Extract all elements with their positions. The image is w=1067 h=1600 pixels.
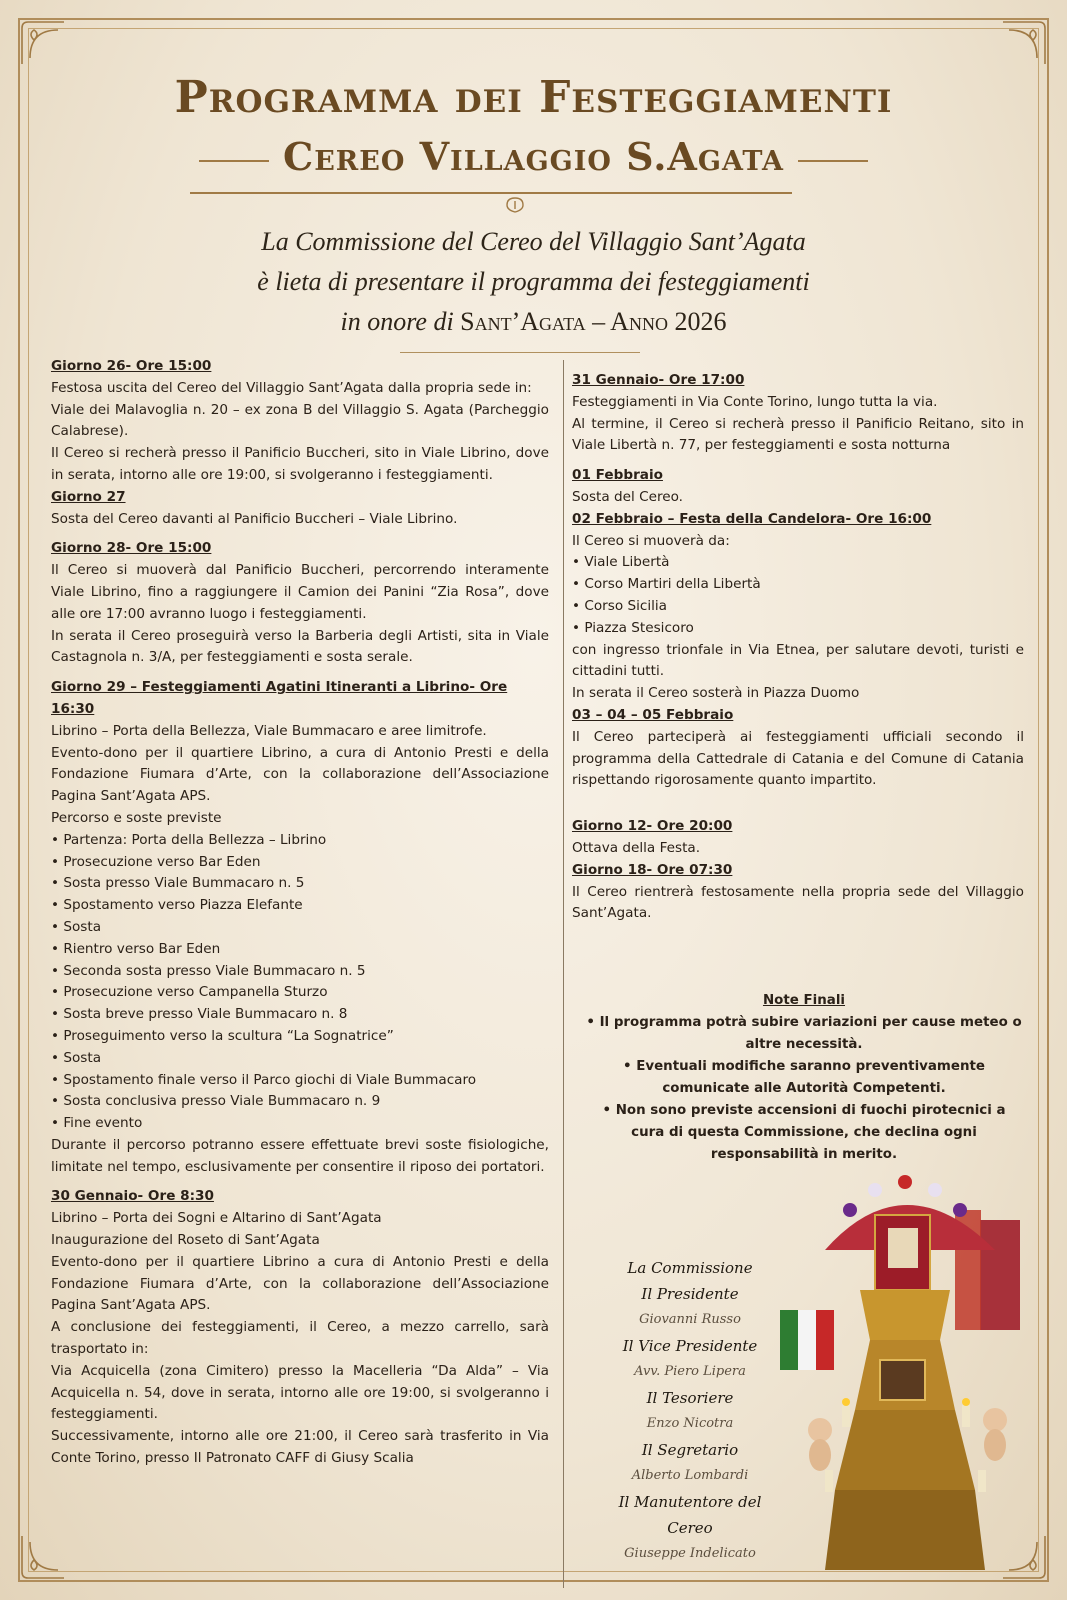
day-heading: Giorno 29 – Festeggiamenti Agatini Itineranti a Librino- Ore 16:30 <box>51 679 508 717</box>
list-item: • Sosta presso Viale Bummacaro n. 5 <box>51 873 549 895</box>
day-text: con ingresso trionfale in Via Etnea, per salutare devoti, turisti e cittadini tutti. <box>572 641 1024 680</box>
list-item: • Sosta breve presso Viale Bummacaro n. 8 <box>51 1004 549 1026</box>
signature-role: Il Presidente <box>641 1285 739 1303</box>
day-text: Festosa uscita del Cereo del Villaggio Sant’Agata dalla propria sede in: <box>51 379 532 396</box>
day-text: Sosta del Cereo davanti al Panificio Buccheri – Viale Librino. <box>51 510 458 527</box>
list-item: • Partenza: Porta della Bellezza – Librino <box>51 830 549 852</box>
day-text: Il Cereo si muoverà da: <box>572 532 730 549</box>
signatures <box>600 1255 780 1567</box>
list-item: • Sosta <box>51 1048 549 1070</box>
signature-role: Il Segretario <box>641 1441 739 1459</box>
column-divider <box>563 360 564 1588</box>
day-heading: 02 Febbraio – Festa della Candelora- Ore 16:00 <box>572 510 932 527</box>
page-title: Programma dei Festeggiamenti <box>174 72 893 123</box>
corner-ornament-icon <box>20 1534 66 1580</box>
day-text: Successivamente, intorno alle ore 21:00, il Cereo sarà trasferito in Via Conte Torino, presso Il Patronato CAFF di Giusy Scalia <box>51 1428 549 1467</box>
list-item: • Rientro verso Bar Eden <box>51 939 549 961</box>
day-heading: 31 Gennaio- Ore 17:00 <box>572 372 745 388</box>
signature-role: Il Vice Presidente <box>622 1337 758 1355</box>
list-item: • Spostamento verso Piazza Elefante <box>51 895 549 917</box>
day-heading: Giorno 26- Ore 15:00 <box>51 358 212 374</box>
list-item: • Sosta conclusiva presso Viale Bummacaro n. 9 <box>51 1091 549 1113</box>
day-text: Librino – Porta della Bellezza, Viale Bummacaro e aree limitrofe. <box>51 722 487 739</box>
intro-line-3 <box>120 302 947 342</box>
day-heading: 30 Gennaio- Ore 8:30 <box>51 1188 214 1205</box>
signature-role: Il Manutentore del Cereo <box>618 1493 762 1537</box>
day-text: Sosta del Cereo. <box>572 488 684 505</box>
day-text: Festeggiamenti in Via Conte Torino, lungo tutta la via. <box>572 393 938 410</box>
subtitle-text: Cereo Villaggio S.Agata <box>282 134 784 179</box>
list-item: • Corso Martiri della Libertà <box>572 574 1024 596</box>
note-item: • Il programma potrà subire variazioni per cause meteo o altre necessità. <box>586 1015 1022 1052</box>
day-text: In serata il Cereo proseguirà verso la Barberia degli Artisti, sita in Viale Castagnola n. 3/A, per festeggiamenti e sosta serale. <box>51 627 549 666</box>
flourish-right-icon <box>798 160 868 162</box>
day-text: A conclusione dei festeggiamenti, il Cereo, a mezzo carrello, sarà trasportato in: <box>51 1319 549 1358</box>
list-item: • Piazza Stesicoro <box>572 618 1024 640</box>
day-text: Librino – Porta dei Sogni e Altarino di Sant’Agata <box>51 1210 382 1227</box>
day-heading: Giorno 12- Ore 20:00 <box>572 818 733 835</box>
note-item: • Non sono previste accensioni di fuochi pirotecnici a cura di questa Commissione, che declina ogni responsabilità in merito. <box>602 1103 1006 1162</box>
day-heading: 03 – 04 – 05 Febbraio <box>572 706 734 723</box>
day-text: Evento-dono per il quartiere Librino a cura di Antonio Presti e della Fondazione Fiumara d’Arte, con la collaborazione dell’Associazione Pagina Sant’Agata APS. <box>51 1253 549 1314</box>
intro-prefix: in onore di <box>340 307 454 336</box>
route-list <box>572 552 1024 639</box>
intro-line-1: La Commissione del Cereo del Villaggio Sant’Agata <box>261 227 806 256</box>
day-text: In serata il Cereo sosterà in Piazza Duomo <box>572 685 860 702</box>
corner-ornament-icon <box>1001 20 1047 66</box>
day-text: Il Cereo parteciperà ai festeggiamenti ufficiali secondo il programma della Cattedrale di Catania e del Comune di Catania rispettando rigorosamente quanto impartito. <box>572 728 1024 789</box>
day-text: Il Cereo rientrerà festosamente nella propria sede del Villaggio Sant’Agata. <box>572 883 1024 922</box>
day-text: Percorso e soste previste <box>51 809 222 826</box>
signature-name: Alberto Lombardi <box>631 1468 749 1483</box>
scroll-ornament-icon <box>500 196 530 214</box>
day-heading: 01 Febbraio <box>572 467 663 484</box>
day-text: Il Cereo si recherà presso il Panificio Buccheri, sito in Viale Librino, dove in serata, intorno alle ore 19:00, si svolgeranno i festeggiamenti. <box>51 445 549 483</box>
signature-role: Il Tesoriere <box>646 1389 734 1407</box>
list-item: • Viale Libertà <box>572 552 1024 574</box>
corner-ornament-icon <box>20 20 66 66</box>
list-item: • Corso Sicilia <box>572 596 1024 618</box>
day-text: Il Cereo si muoverà dal Panificio Buccheri, percorrendo interamente Viale Librino, fino a raggiungere il Camion dei Panini “Zia Rosa”, dove alle ore 17:00 avranno luogo i festeggiamenti. <box>51 562 549 622</box>
intro <box>120 222 947 342</box>
cereo-image <box>780 1170 1030 1580</box>
flourish-left-icon <box>199 160 269 162</box>
program-left-column <box>51 356 549 1470</box>
final-notes <box>584 990 1024 1166</box>
day-heading: Giorno 18- Ore 07:30 <box>572 861 733 878</box>
day-text: Al termine, il Cereo si recherà presso il Panificio Reitano, sito in Viale Libertà n. 77, per festeggiamenti e sosta notturna <box>572 415 1024 454</box>
note-item: • Eventuali modifiche saranno preventivamente comunicate alle Autorità Competenti. <box>623 1059 985 1096</box>
list-item: • Proseguimento verso la scultura “La Sognatrice” <box>51 1026 549 1048</box>
intro-highlight: Sant’Agata – Anno 2026 <box>460 307 727 336</box>
signatures-heading: La Commissione <box>627 1259 753 1277</box>
signature-name: Giuseppe Indelicato <box>624 1546 756 1561</box>
day-text: Ottava della Festa. <box>572 839 701 856</box>
list-item: • Seconda sosta presso Viale Bummacaro n. 5 <box>51 961 549 983</box>
route-list <box>51 830 549 1135</box>
list-item: • Prosecuzione verso Bar Eden <box>51 852 549 874</box>
title-rule <box>190 192 792 194</box>
list-item: • Prosecuzione verso Campanella Sturzo <box>51 982 549 1004</box>
page-subtitle <box>0 134 1067 179</box>
signature-name: Enzo Nicotra <box>646 1416 734 1431</box>
notes-title: Note Finali <box>762 993 846 1008</box>
intro-rule <box>400 352 640 353</box>
signature-name: Avv. Piero Lipera <box>634 1364 746 1379</box>
day-heading: Giorno 27 <box>51 488 126 505</box>
day-text: Inaugurazione del Roseto di Sant’Agata <box>51 1232 320 1249</box>
list-item: • Spostamento finale verso il Parco giochi di Viale Bummacaro <box>51 1070 549 1092</box>
list-item: • Fine evento <box>51 1113 549 1135</box>
day-text: Durante il percorso potranno essere effettuate brevi soste fisiologiche, limitate nel tempo, esclusivamente per consentire il riposo dei portatori. <box>51 1136 549 1175</box>
day-text: Evento-dono per il quartiere Librino, a cura di Antonio Presti e della Fondazione Fiumara d’Arte, con la collaborazione dell’Associazione Pagina Sant’Agata APS. <box>51 744 549 805</box>
day-text: Viale dei Malavoglia n. 20 – ex zona B del Villaggio S. Agata (Parcheggio Calabrese). <box>51 401 549 440</box>
signature-name: Giovanni Russo <box>639 1312 741 1327</box>
list-item: • Sosta <box>51 917 549 939</box>
intro-line-2: è lieta di presentare il programma dei festeggiamenti <box>257 267 810 296</box>
day-text: Via Acquicella (zona Cimitero) presso la Macelleria “Da Alda” – Via Acquicella n. 54, dove in serata, intorno alle ore 19:00, si svolgeranno i festeggiamenti. <box>51 1362 549 1423</box>
program-right-column <box>572 370 1024 925</box>
day-heading: Giorno 28- Ore 15:00 <box>51 540 212 557</box>
